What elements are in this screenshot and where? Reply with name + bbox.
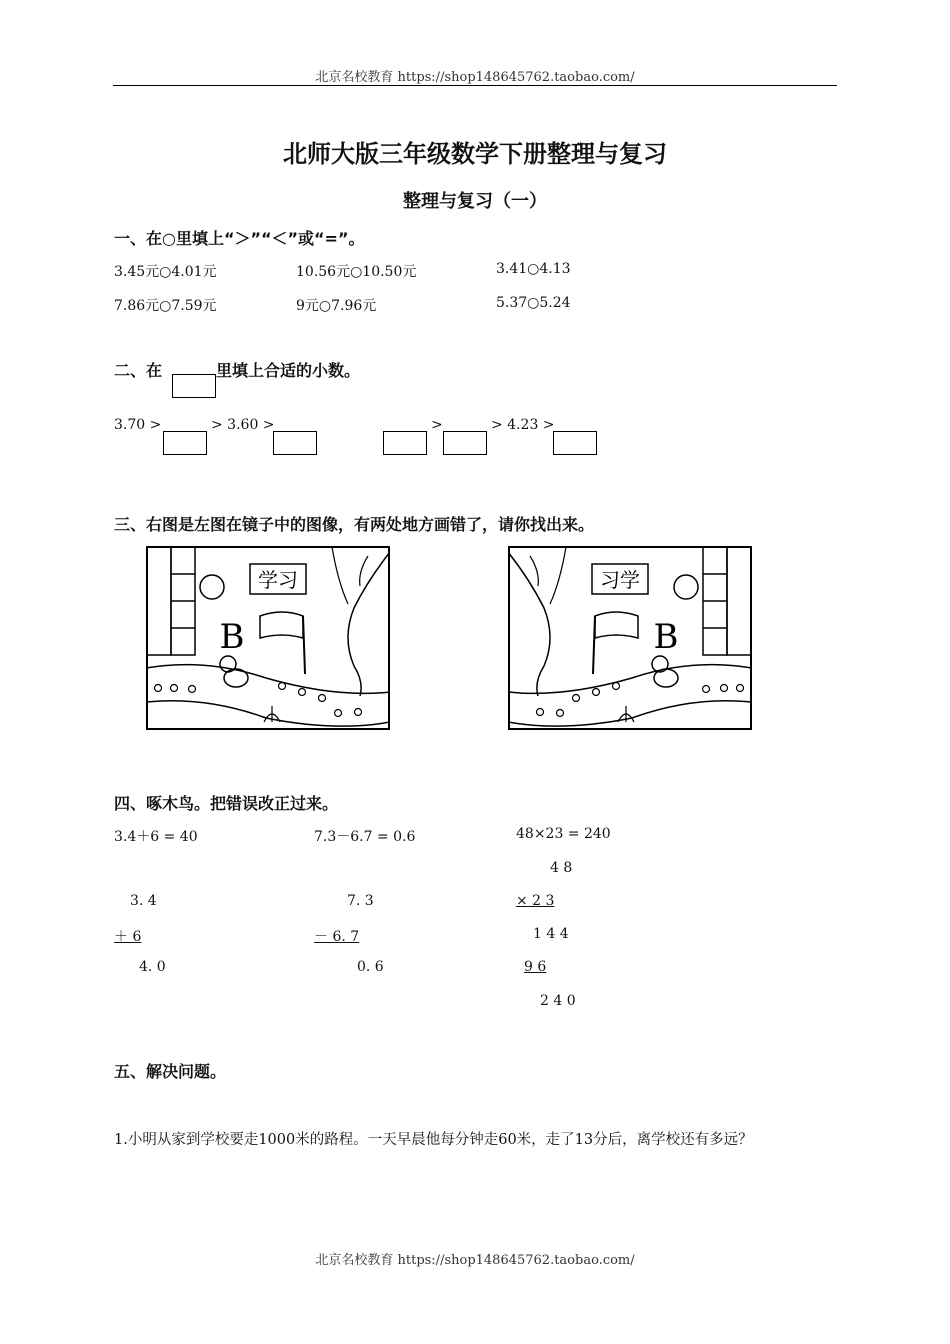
section1-heading: 一、在○里填上“＞”“＜”或“=”。 — [114, 229, 365, 248]
right-sign-text: 习学 — [600, 568, 640, 592]
right-picture — [508, 546, 752, 730]
left-letter-b: B — [219, 617, 245, 657]
left-picture — [146, 546, 390, 730]
s1-item: 3.45元○4.01元 — [114, 264, 217, 280]
s1-item: 9元○7.96元 — [296, 298, 377, 314]
answer-box-1[interactable] — [163, 431, 207, 455]
answer-box-3[interactable] — [383, 431, 427, 455]
eq1-line3: 4. 0 — [139, 959, 166, 975]
s1-item: 10.56元○10.50元 — [296, 264, 417, 280]
chain-end: > 4.23 > — [491, 417, 555, 433]
page-subtitle: 整理与复习（一） — [403, 191, 547, 212]
section2-heading-post: 里填上合适的小数。 — [216, 361, 361, 380]
s1-item: 7.86元○7.59元 — [114, 298, 217, 314]
page-title: 北师大版三年级数学下册整理与复习 — [283, 140, 667, 168]
right-letter-b: B — [653, 617, 679, 657]
eq1-title: 3.4＋6 = 40 — [114, 829, 198, 845]
chain-mid: > 3.60 > — [211, 417, 275, 433]
answer-box-2[interactable] — [273, 431, 317, 455]
eq3-line5: 2 4 0 — [540, 993, 576, 1009]
page-footer: 北京名校教育 https://shop148645762.taobao.com/ — [315, 1253, 635, 1268]
eq3-line1: 4 8 — [550, 860, 573, 876]
s1-item: 3.41○4.13 — [496, 261, 571, 277]
eq2-line1: 7. 3 — [347, 893, 374, 909]
eq1-line1: 3. 4 — [130, 893, 157, 909]
left-sign-text: 学习 — [258, 568, 298, 592]
eq3-line3: 1 4 4 — [533, 926, 569, 942]
header-rule — [113, 85, 837, 86]
chain-gt: > — [431, 417, 443, 433]
eq2-title: 7.3－6.7 = 0.6 — [314, 829, 416, 845]
s1-item: 5.37○5.24 — [496, 295, 571, 311]
answer-box-4[interactable] — [443, 431, 487, 455]
eq3-title: 48×23 = 240 — [516, 826, 611, 842]
section5-heading: 五、解决问题。 — [114, 1062, 227, 1081]
answer-box-sample — [172, 374, 216, 398]
section2-heading-pre: 二、在 — [114, 361, 163, 380]
page-header: 北京名校教育 https://shop148645762.taobao.com/ — [315, 70, 635, 85]
chain-start: 3.70 > — [114, 417, 162, 433]
eq2-line3: 0. 6 — [357, 959, 384, 975]
eq1-line2: ＋ 6 — [114, 929, 142, 945]
eq3-line4: 9 6 — [524, 959, 547, 975]
eq3-line2: × 2 3 — [516, 893, 555, 909]
section3-heading: 三、右图是左图在镜子中的图像，有两处地方画错了，请你找出来。 — [114, 515, 595, 534]
answer-box-5[interactable] — [553, 431, 597, 455]
eq2-line2: － 6. 7 — [314, 929, 360, 945]
problem-1: 1.小明从家到学校要走1000米的路程。一天早晨他每分钟走60米，走了13分后，离学校还有多远？ — [114, 1132, 753, 1148]
section4-heading: 四、啄木鸟。把错误改正过来。 — [114, 794, 339, 813]
